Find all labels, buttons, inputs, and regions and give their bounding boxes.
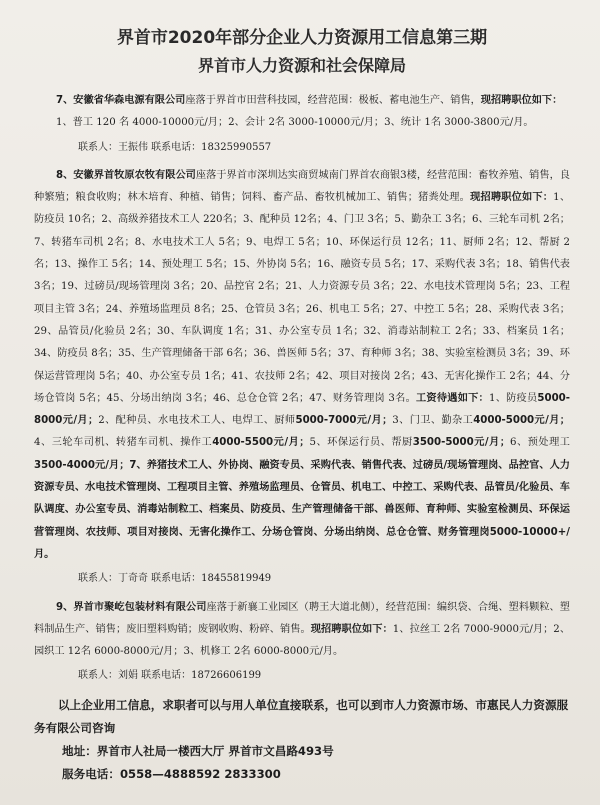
salary-item-b: 2、配种员、水电技术工人、电焊工、厨师 — [98, 415, 296, 427]
salary-value-d: 4000-5500元/月； — [212, 437, 310, 449]
salary-value-e: 3500-5000元/月； — [412, 437, 511, 449]
salary-value-f: 3500-4000元/月； — [34, 459, 130, 471]
company-8-contact: 联系人：丁奇奇 联系电话：18455819949 — [78, 573, 272, 585]
salary-item-f: 6、预处理工 — [510, 437, 570, 449]
document-subtitle: 界首市人力资源和社会保障局 — [197, 56, 406, 75]
company-8-recruit-label: 现招聘职位如下： — [470, 192, 554, 204]
company-9-heading: 9、界首市聚屹包装材料有限公司 — [56, 601, 207, 613]
company-9-intro — [34, 597, 570, 664]
document-body — [34, 90, 570, 688]
company-9-jobs: 1、拉丝工 2名 7000-9000元/月；2、园织工 12名 6000-8000元/月；3、机修工 2名 6000-8000元/月。 — [34, 623, 571, 658]
company-8-jobs: 1、防疫员 10名；2、高级养猪技术工人 220名；3、配种员 12名；4、门卫 3名；5、勤杂工 3名；6、三轮车司机 2名；7、转猪车司机 2名；8、水电技术工人 5名；9、电焊工 5名；10、环保运行员 12名；11、厨师 2名；12、帮厨 2名；13、操作工 5名；14、预处理工 5名；15、外协岗 5名；16、融资专员 5名；17、采购代表 3名；18、销售代表 3名；19、过磅员/现场管理岗 3名；20、品控官 2名；21、人力资源专员 3名；22、水电技术管理岗 5名；23、工程项目主管 3名；24、养殖场监理员 8名；25、仓管员 3名；26、机电工 5名；27、中控工 5名；28、采购代表 3名；29、品管员/化验员 2名；30、车队调度 1名；31、办公室专员 1名；32、消毒站制粒工 2名；33、档案员 1名；34、防疫员 8名；35、生产管理储备干部 6名；36、兽医师 5名；37、育种师 3名；38、实验室检测员 3名；39、环保运营管理岗 5名；40、办公室专员 1名；41、农技师 2名；42、项目对接岗 2名；43、无害化操作工 2名；44、分场仓管岗 5名；45、分场出纳岗 3名；46、总仓仓管 2名；47、财务管理岗 3名。 — [34, 192, 571, 404]
document-footer — [34, 694, 570, 786]
company-7-contact: 联系人：王振伟 联系电话：18325990557 — [78, 141, 272, 153]
company-7-description: 座落于界首市田营科技园，经营范围：极板、蓄电池生产、销售， — [185, 95, 481, 106]
footer-address: 地址：界首市人社局一楼西大厅 界首市文昌路493号 — [62, 743, 334, 758]
document-title: 界首市2020年部分企业人力资源用工信息第三期 — [116, 28, 488, 48]
salary-item-e: 5、环保运行员、帮厨 — [309, 437, 413, 449]
company-8-heading: 8、安徽界首牧原农牧有限公司 — [56, 169, 196, 181]
company-8-intro — [34, 165, 570, 566]
company-7-heading: 7、安徽省华森电源有限公司 — [56, 95, 186, 106]
company-8-salary-label: 工资待遇如下： — [416, 392, 489, 404]
company-7-jobs: 1、普工 120 名 4000-10000元/月；2、会计 2名 3000-10000元/月；3、统计 1名 3000-3800元/月。 — [56, 117, 534, 129]
salary-item-d: 4、三轮车司机、转猪车司机、操作工 — [34, 437, 213, 449]
company-9-description: 座落于新襄工业园区（聘王大道北侧），经营范围：编织袋、合绳、塑料颗粒、塑料制品生产、销售；废旧塑料购销；废钢收购、粉碎、销售。 — [34, 601, 570, 635]
company-8-description: 座落于界首市深圳达实商贸城南门界首农商银3楼，经营范围：畜牧养殖、销售，良种繁殖；粮食收购；林木培育、种植、销售；饲料、畜产品、畜牧机械加工、销售；猪粪处理。 — [34, 169, 570, 204]
company-9-contact: 联系人：刘娟 联系电话：18726606199 — [78, 670, 262, 682]
salary-item-c: 3、门卫、勤杂工 — [392, 415, 474, 427]
salary-value-c: 4000-5000元/月； — [473, 415, 570, 427]
company-7-intro — [34, 90, 570, 112]
company-9-recruit-label: 现招聘职位如下： — [310, 623, 393, 635]
footer-note: 以上企业用工信息，求职者可以与用人单位直接联系，也可以到市人力资源市场、市惠民人力资源服务有限公司咨询 — [34, 697, 569, 735]
salary-value-g: 5000-10000+/月。 — [34, 526, 570, 560]
salary-item-a: 1、防疫员 — [488, 392, 538, 404]
company-7-recruit-label: 现招聘职位如下： — [480, 95, 563, 106]
salary-value-b: 5000-7000元/月； — [295, 415, 393, 427]
salary-value-a: 5000-8000元/月； — [34, 392, 570, 427]
salary-item-g: 7、养猪技术工人、外协岗、融资专员、采购代表、销售代表、过磅员/现场管理岗、品控官、人力资源专员、水电技术管理岗、工程项目主管、养殖场监理员、仓管员、机电工、中控工、采购代表、品管员/化验员、车队调度、办公室专员、消毒站制粒工、档案员、防疫员、生产管理储备干部、兽医师、育种师、实验室检测员、环保运营管理岗、农技师、项目对接岗、无害化操作工、分场仓管岗、分场出纳岗、总仓仓管、财务管理岗 — [34, 459, 570, 538]
footer-phone: 服务电话：0558—4888592 2833300 — [62, 766, 281, 781]
